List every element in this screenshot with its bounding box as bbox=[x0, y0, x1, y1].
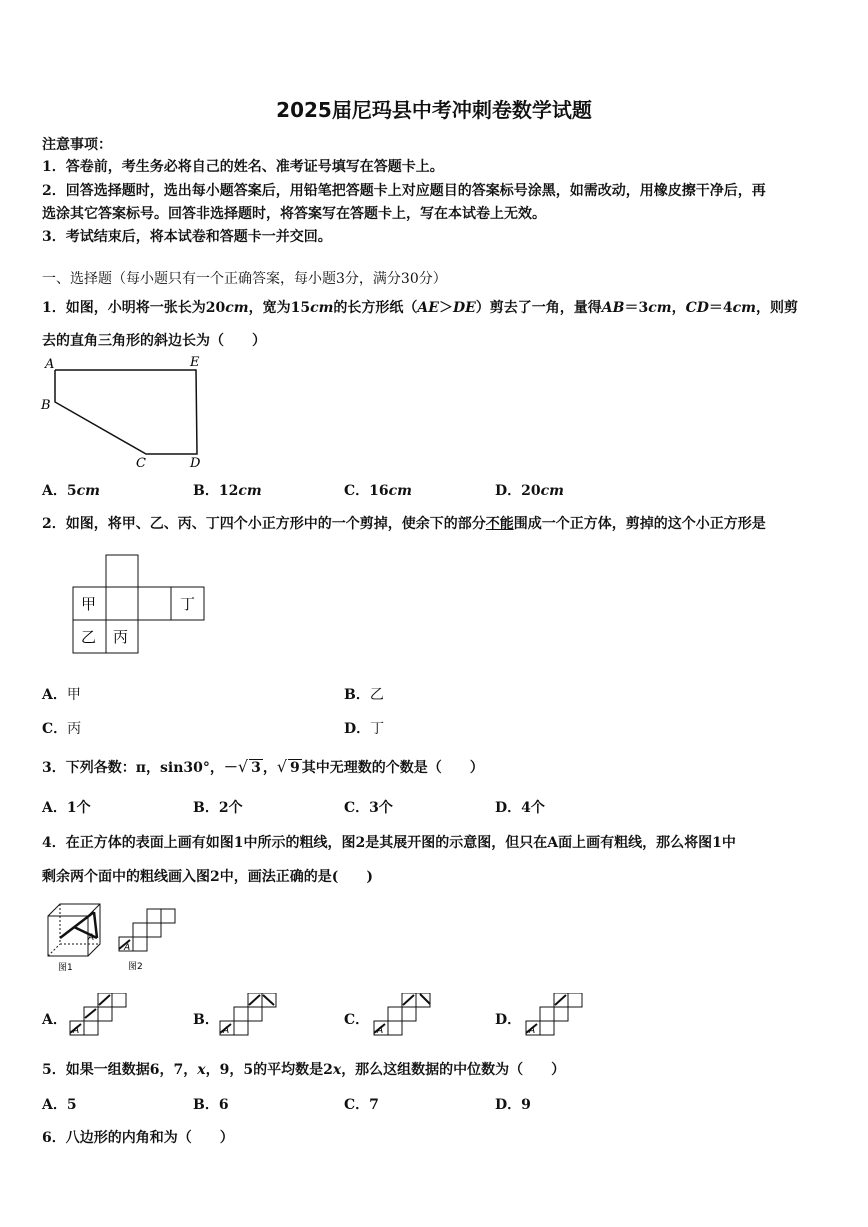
question-3-text: 3．下列各数：π，sin30°，－√ 3 ，√ 9 其中无理数的个数是（ ） bbox=[42, 757, 484, 776]
question-2-text: 2．如图，将甲、乙、丙、丁四个小正方形中的一个剪掉，使余下的部分不能围成一个正方体，剪掉的这个小正方形是 bbox=[42, 516, 766, 532]
notice-item: 2．回答选择题时，选出每小题答案后，用铅笔把答题卡上对应题目的答案标号涂黑，如需改动，用橡皮擦干净后，再 bbox=[42, 183, 766, 199]
section-heading: 一、选择题（每小题只有一个正确答案，每小题3分，满分30分） bbox=[42, 271, 447, 287]
q1-option-a[interactable]: A．5cm bbox=[42, 483, 100, 499]
q4-option-c[interactable]: C． bbox=[344, 1012, 370, 1028]
q5-option-b[interactable]: B．6 bbox=[193, 1097, 229, 1113]
figure-2-label: 图2 bbox=[128, 962, 143, 972]
vertex-label-c: C bbox=[136, 456, 146, 471]
question-5-text: 5．如果一组数据6，7，x，9，5的平均数是2x，那么这组数据的中位数为（ ） bbox=[42, 1062, 566, 1078]
q3-option-d[interactable]: D．4个 bbox=[495, 800, 545, 816]
q4-option-a[interactable]: A． bbox=[42, 1012, 67, 1028]
svg-text:A: A bbox=[377, 1026, 384, 1036]
q5-option-d[interactable]: D．9 bbox=[495, 1097, 531, 1113]
q1-option-b[interactable]: B．12cm bbox=[193, 483, 262, 499]
q5-option-a[interactable]: A．5 bbox=[42, 1097, 77, 1113]
svg-text:A: A bbox=[73, 1026, 80, 1036]
cell-ding: 丁 bbox=[180, 595, 196, 613]
page-title: 2025届尼玛县中考冲刺卷数学试题 bbox=[276, 98, 592, 122]
notice-item: 选涂其它答案标号。回答非选择题时，将答案写在答题卡上，写在本试卷上无效。 bbox=[42, 206, 546, 222]
vertex-label-d: D bbox=[190, 456, 201, 471]
q3-option-c[interactable]: C．3个 bbox=[344, 800, 393, 816]
q2-option-c[interactable]: C．丙 bbox=[42, 721, 82, 737]
face-label: A bbox=[88, 933, 95, 943]
notice-item: 1．答卷前，考生务必将自己的姓名、准考证号填写在答题卡上。 bbox=[42, 159, 444, 175]
vertex-label-e: E bbox=[190, 355, 200, 370]
question-2-net-figure bbox=[70, 552, 210, 656]
figure-1-label: 图1 bbox=[58, 963, 73, 973]
q4-option-b-net bbox=[218, 993, 278, 1037]
q2-option-d[interactable]: D．丁 bbox=[344, 721, 385, 737]
q2-option-b[interactable]: B．乙 bbox=[344, 687, 384, 703]
question-1-line-1: 1．如图，小明将一张长为20cm，宽为15cm的长方形纸（AE＞DE）剪去了一角，量得AB＝3cm，CD＝4cm，则剪 bbox=[42, 300, 798, 316]
q1-option-d[interactable]: D．20cm bbox=[495, 483, 564, 499]
cell-bing: 丙 bbox=[113, 628, 129, 646]
question-4-line-1: 4．在正方体的表面上画有如图1中所示的粗线，图2是其展开图的示意图，但只在A面上画有粗线，那么将图1中 bbox=[42, 835, 736, 851]
q4-option-c-net bbox=[372, 993, 432, 1037]
q4-option-d[interactable]: D． bbox=[495, 1012, 522, 1028]
svg-text:A: A bbox=[124, 943, 131, 953]
vertex-label-b: B bbox=[41, 398, 51, 413]
question-4-line-2: 剩余两个面中的粗线画入图2中，画法正确的是( ) bbox=[42, 869, 373, 885]
q2-option-a[interactable]: A．甲 bbox=[42, 687, 81, 703]
svg-text:A: A bbox=[223, 1026, 230, 1036]
question-4-figure-1-cube bbox=[44, 900, 104, 976]
q4-option-d-net bbox=[524, 993, 584, 1037]
q3-option-a[interactable]: A．1个 bbox=[42, 800, 91, 816]
question-4-figure-2-net bbox=[116, 905, 176, 975]
q4-option-a-net bbox=[68, 993, 128, 1037]
vertex-label-a: A bbox=[45, 357, 55, 372]
question-1-figure bbox=[38, 352, 218, 474]
cell-yi: 乙 bbox=[81, 628, 97, 646]
q3-option-b[interactable]: B．2个 bbox=[193, 800, 243, 816]
question-6-text: 6．八边形的内角和为（ ） bbox=[42, 1130, 234, 1146]
notice-heading: 注意事项： bbox=[42, 137, 112, 153]
q1-option-c[interactable]: C．16cm bbox=[344, 483, 412, 499]
notice-item: 3．考试结束后，将本试卷和答题卡一并交回。 bbox=[42, 229, 332, 245]
question-1-line-2: 去的直角三角形的斜边长为（ ） bbox=[42, 333, 266, 349]
cell-jia: 甲 bbox=[81, 595, 97, 613]
svg-text:A: A bbox=[529, 1026, 536, 1036]
q4-option-b[interactable]: B． bbox=[193, 1012, 219, 1028]
q5-option-c[interactable]: C．7 bbox=[344, 1097, 379, 1113]
